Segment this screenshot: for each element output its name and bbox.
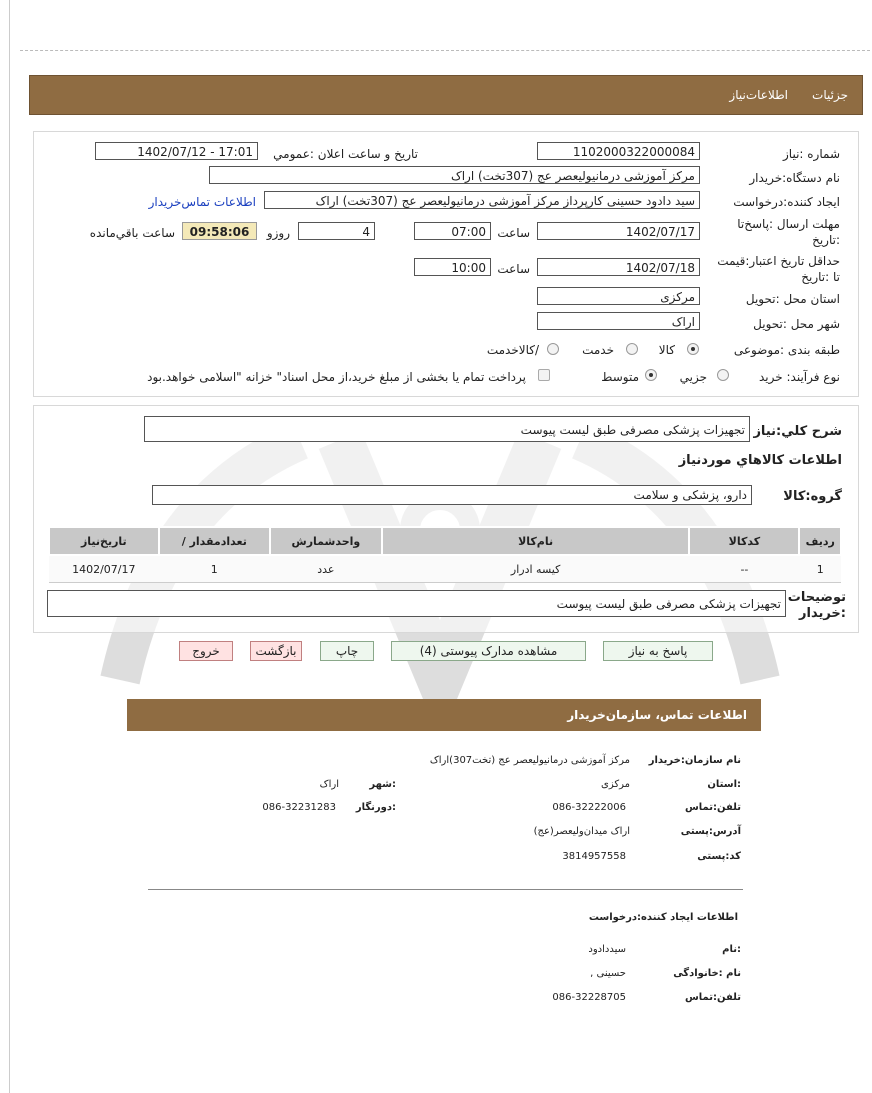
radio-goods-service-label: /کالاخدمت — [486, 343, 539, 357]
table-row — [49, 555, 841, 583]
fax-label: :دورنگار — [355, 802, 396, 813]
org-label: نام سازمان:خریدار — [648, 755, 741, 766]
contact-header-title: اطلاعات تماس، سازمان‌خریدار — [567, 708, 747, 722]
creator-label: ایجاد کننده:درخواست — [733, 195, 840, 209]
process-label: نوع فرآیند: خرید — [759, 370, 840, 384]
top-tab-bar — [29, 75, 863, 115]
left-border — [9, 0, 10, 1093]
group-field: دارو، پزشکی و سلامت — [152, 485, 752, 505]
remaining-timer: 09:58:06 — [182, 222, 257, 240]
summary-field: تجهیزات پزشکی مصرفی طبق لیست پیوست — [144, 416, 750, 442]
radio-medium-label: متوسط — [601, 370, 639, 384]
treasury-note: پرداخت تمام یا بخشی از مبلغ خرید،از محل اسناد" خزانه "اسلامی خواهد.بود — [147, 370, 526, 384]
col-quantity: / تعدادمقدار — [159, 527, 270, 555]
fax-value: 086-32231283 — [262, 802, 336, 813]
province-label: استان محل :تحویل — [745, 292, 840, 306]
postal-label: کد:پستی — [697, 851, 741, 862]
phone-c-value: 086-32222006 — [552, 802, 626, 813]
table-header-row — [49, 527, 841, 555]
radio-medium[interactable] — [645, 369, 657, 381]
radio-minor[interactable] — [717, 369, 729, 381]
cell-goods-code: -- — [689, 555, 799, 583]
attachments-button[interactable]: مشاهده مدارک پیوستی (4) — [391, 641, 586, 661]
col-row: ردیف — [799, 527, 841, 555]
deadline-time-label: ساعت — [497, 226, 530, 240]
province-c-value: مرکزی — [601, 779, 630, 790]
buyer-org-field: مرکز آموزشی درمانیولیعصر عج (307تخت) اراک — [209, 166, 700, 184]
family-label: نام :خانوادگی — [673, 968, 741, 979]
org-value: مرکز آموزشی درمانیولیعصر عج (تخت307)اراک — [429, 755, 630, 766]
province-field: مرکزی — [537, 287, 700, 305]
creator-info-header: اطلاعات ایجاد کننده:درخواست — [588, 912, 738, 923]
cell-goods-name: کیسه ادرار — [382, 555, 690, 583]
province-c-label: :استان — [707, 779, 741, 790]
cell-need-date: 1402/07/17 — [49, 555, 159, 583]
treasury-checkbox[interactable] — [538, 369, 550, 381]
address-value: اراک میدان‌ولیعصر(عج) — [533, 826, 630, 837]
family-value: حسینی , — [590, 968, 626, 979]
goods-table — [48, 526, 842, 583]
radio-goods-service[interactable] — [547, 343, 559, 355]
validity-label: حداقل تاریخ اعتبار:قیمت تا :تاریخ — [717, 254, 840, 284]
top-divider — [20, 50, 870, 51]
buyer-notes-label: توضیحات :خریدار — [787, 590, 846, 621]
deadline-time-field: 07:00 — [414, 222, 491, 240]
group-label: گروه:کالا — [783, 489, 842, 504]
need-number-field: 1102000322000084 — [537, 142, 700, 160]
cell-row: 1 — [799, 555, 841, 583]
col-goods-name: نام‌کالا — [382, 527, 690, 555]
deadline-label: مهلت ارسال :پاسخ‌تا :تاریخ — [737, 217, 840, 247]
days-field: 4 — [298, 222, 375, 240]
city-label: شهر محل :تحویل — [753, 317, 840, 331]
deadline-date-field: 1402/07/17 — [537, 222, 700, 240]
city-c-value: اراک — [319, 779, 339, 790]
exit-button[interactable]: خروج — [179, 641, 233, 661]
postal-value: 3814957558 — [562, 851, 626, 862]
contact-header — [127, 699, 761, 731]
validity-time-label: ساعت — [497, 262, 530, 276]
back-button[interactable]: بازگشت — [250, 641, 302, 661]
name-value: سیددادود — [588, 944, 626, 955]
col-unit: واحدشمارش — [270, 527, 382, 555]
remaining-label: ساعت باقي‌مانده — [89, 226, 175, 240]
city-c-label: :شهر — [369, 779, 396, 790]
radio-service-label: خدمت — [582, 343, 614, 357]
creator-phone-value: 086-32228705 — [552, 992, 626, 1003]
cell-unit: عدد — [270, 555, 382, 583]
category-label: طبقه بندی :موضوعی — [733, 343, 840, 357]
creator-phone-label: تلفن:تماس — [684, 992, 741, 1003]
announce-field: 1402/07/12 - 17:01 — [95, 142, 258, 160]
col-need-date: تاریخ‌نیاز — [49, 527, 159, 555]
city-field: اراک — [537, 312, 700, 330]
goods-info-heading: اطلاعات کالاهاي موردنیاز — [678, 453, 842, 468]
address-label: آدرس:پستی — [680, 826, 741, 837]
radio-goods[interactable] — [687, 343, 699, 355]
creator-field: سید دادود حسینی کارپرداز مرکز آموزشی درمانیولیعصر عج (307تخت) اراک — [264, 191, 700, 209]
tab-need-info[interactable]: اطلاعات‌نیاز — [729, 88, 788, 102]
buyer-notes-field: تجهیزات پزشکی مصرفی طبق لیست پیوست — [47, 590, 786, 617]
buyer-contact-link[interactable]: اطلاعات تماس‌خریدار — [148, 195, 256, 209]
cell-quantity: 1 — [159, 555, 270, 583]
name-label: :نام — [722, 944, 741, 955]
validity-date-field: 1402/07/18 — [537, 258, 700, 276]
tab-details[interactable]: جزئیات — [812, 88, 848, 102]
print-button[interactable]: چاپ — [320, 641, 374, 661]
validity-time-field: 10:00 — [414, 258, 491, 276]
radio-service[interactable] — [626, 343, 638, 355]
need-number-label: شماره :نیاز — [783, 147, 840, 161]
reply-button[interactable]: پاسخ به نیاز — [603, 641, 713, 661]
phone-c-label: تلفن:تماس — [684, 802, 741, 813]
radio-minor-label: جزیي — [679, 370, 707, 384]
contact-divider — [148, 889, 743, 890]
summary-label: شرح کلي:نیاز — [753, 424, 842, 439]
radio-goods-label: کالا — [658, 343, 675, 357]
buyer-org-label: نام دستگاه:خریدار — [749, 171, 840, 185]
col-goods-code: کدکالا — [689, 527, 799, 555]
announce-label: تاریخ و ساعت اعلان :عمومي — [273, 147, 418, 161]
days-label: روزو — [266, 226, 290, 240]
